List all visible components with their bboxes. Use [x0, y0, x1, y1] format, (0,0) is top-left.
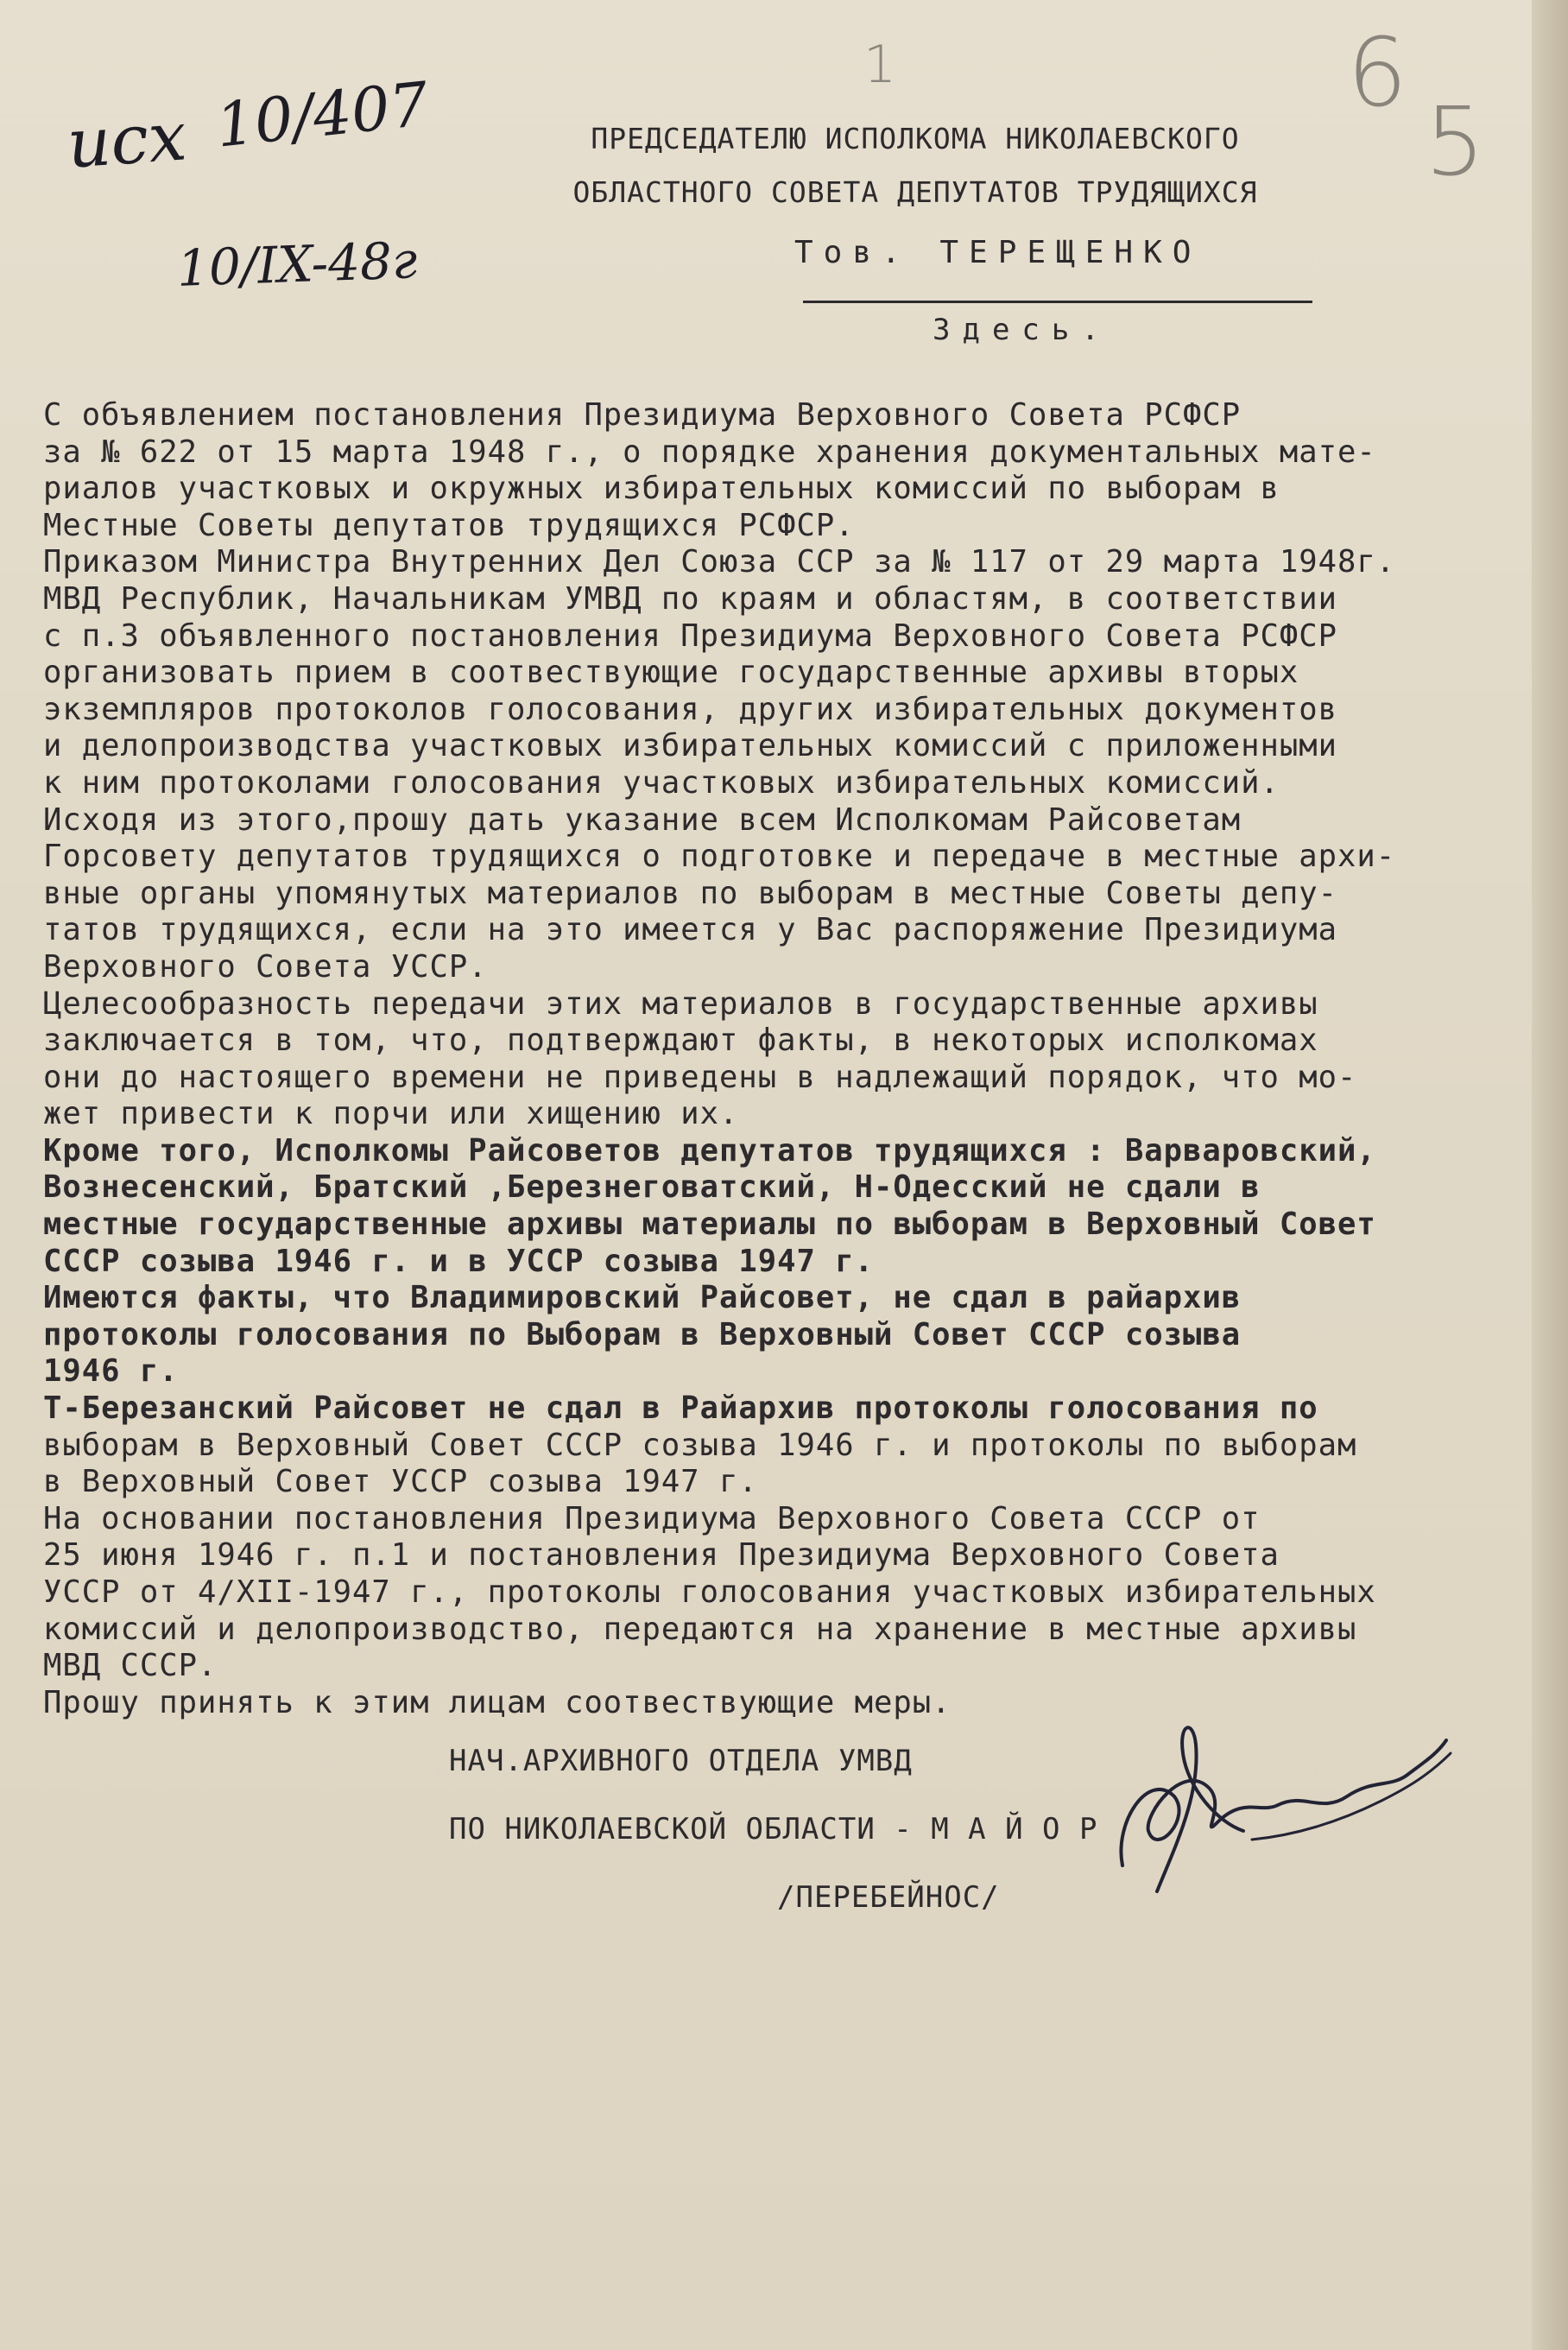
- body-line: татов трудящихся, если на это имеется у Вас распоряжение Президиума: [43, 912, 1337, 948]
- body-line: Верховного Совета УССР.: [43, 948, 488, 985]
- body-line: с п.3 объявленного постановления Президиума Верховного Совета РСФСР: [43, 618, 1337, 654]
- pencil-page-number-a: 6: [1347, 17, 1407, 128]
- body-line: Приказом Министра Внутренних Дел Союза ССР за № 117 от 29 марта 1948г.: [43, 544, 1396, 580]
- body-line: выборам в Верховный Совет СССР созыва 1946 г. и протоколы по выборам: [43, 1427, 1357, 1463]
- body-line: жет привести к порчи или хищению их.: [43, 1096, 739, 1132]
- handwritten-reg-number: 10/407: [212, 68, 432, 162]
- signature-stroke-loop: [1157, 1727, 1243, 1891]
- addressee-block: [484, 112, 1347, 219]
- body-line: На основании постановления Президиума Верховного Совета СССР от: [43, 1500, 1261, 1536]
- body-line: за № 622 от 15 марта 1948 г., о порядке хранения документальных мате-: [43, 434, 1376, 470]
- addressee-name: Тов. ТЕРЕЩЕНКО: [794, 235, 1202, 270]
- body-line: Прошу принять к этим лицам соотвествующие меры.: [43, 1684, 952, 1720]
- pencil-page-number-b: 5: [1425, 86, 1485, 197]
- body-line: Имеются факты, что Владимировский Райсовет, не сдал в райархив: [43, 1280, 1242, 1316]
- body-line: Местные Советы депутатов трудящихся РСФСР.: [43, 507, 855, 543]
- body-line: С объявлением постановления Президиума Верховного Совета РСФСР: [43, 397, 1242, 433]
- handwritten-reg-date: 10/IX-48г: [175, 231, 419, 298]
- body-line: в Верховный Совет УССР созыва 1947 г.: [43, 1464, 758, 1500]
- body-line: вные органы упомянутых материалов по выборам в местные Советы депу-: [43, 875, 1337, 911]
- handwritten-reg-prefix: исх: [65, 98, 189, 184]
- body-line: и делопроизводства участковых избирательных комиссий с приложенными: [43, 728, 1337, 764]
- body-line: экземпляров протоколов голосования, других избирательных документов: [43, 691, 1337, 727]
- signature-stroke-main: [1121, 1740, 1446, 1865]
- handwritten-signature: [1097, 1693, 1459, 1909]
- body-line: Вознесенский, Братский ,Березнеговатский, Н-Одесский не сдали в: [43, 1169, 1261, 1206]
- body-line: к ним протоколами голосования участковых избирательных комиссий.: [43, 764, 1280, 801]
- body-line: комиссий и делопроизводство, передаются на хранение в местные архивы: [43, 1611, 1357, 1647]
- letter-body: [43, 397, 1546, 1721]
- body-line: заключается в том, что, подтверждают факты, в некоторых исполкомах: [43, 1023, 1318, 1059]
- signatory-title-line-1: НАЧ.АРХИВНОГО ОТДЕЛА УМВД: [449, 1744, 913, 1778]
- addressee-line-1: ПРЕДСЕДАТЕЛЮ ИСПОЛКОМА НИКОЛАЕВСКОГО: [591, 122, 1240, 155]
- addressee-underline: [803, 301, 1312, 303]
- body-line: УССР от 4/XII-1947 г., протоколы голосования участковых избирательных: [43, 1574, 1376, 1610]
- body-line: МВД СССР.: [43, 1648, 218, 1684]
- addressee-line-2: ОБЛАСТНОГО СОВЕТА ДЕПУТАТОВ ТРУДЯЩИХСЯ: [572, 175, 1258, 209]
- body-line: Т-Березанский Райсовет не сдал в Райархив протоколы голосования по: [43, 1390, 1318, 1427]
- signatory-name: /ПЕРЕБЕЙНОС/: [777, 1880, 1000, 1915]
- addressee-location: Здесь.: [933, 313, 1111, 347]
- body-line: Кроме того, Исполкомы Райсоветов депутатов трудящихся : Варваровский,: [43, 1132, 1376, 1169]
- signature-block: [449, 1727, 1097, 1932]
- body-line: 25 июня 1946 г. п.1 и постановления Президиума Верховного Совета: [43, 1537, 1280, 1574]
- body-line: Целесообразность передачи этих материалов в государственные архивы: [43, 985, 1318, 1022]
- body-line: Исходя из этого,прошу дать указание всем Исполкомам Райсоветам: [43, 801, 1242, 838]
- body-line: они до настоящего времени не приведены в надлежащий порядок, что мо-: [43, 1059, 1357, 1095]
- body-line: СССР созыва 1946 г. и в УССР созыва 1947 г.: [43, 1243, 875, 1279]
- body-line: протоколы голосования по Выборам в Верховный Совет СССР созыва: [43, 1316, 1242, 1352]
- body-line: организовать прием в соотвествующие государственные архивы вторых: [43, 655, 1299, 691]
- body-line: 1946 г.: [43, 1353, 179, 1390]
- body-line: Горсовету депутатов трудящихся о подготовке и передаче в местные архи-: [43, 839, 1396, 875]
- signatory-title-line-2: ПО НИКОЛАЕВСКОЙ ОБЛАСТИ - М А Й О Р: [449, 1812, 1098, 1846]
- body-line: местные государственные архивы материалы по выборам в Верховный Совет: [43, 1207, 1376, 1243]
- pencil-mark-top: 1: [863, 35, 897, 95]
- body-line: риалов участковых и окружных избирательных комиссий по выборам в: [43, 471, 1280, 507]
- body-line: МВД Республик, Начальникам УМВД по краям и областям, в соответствии: [43, 580, 1337, 617]
